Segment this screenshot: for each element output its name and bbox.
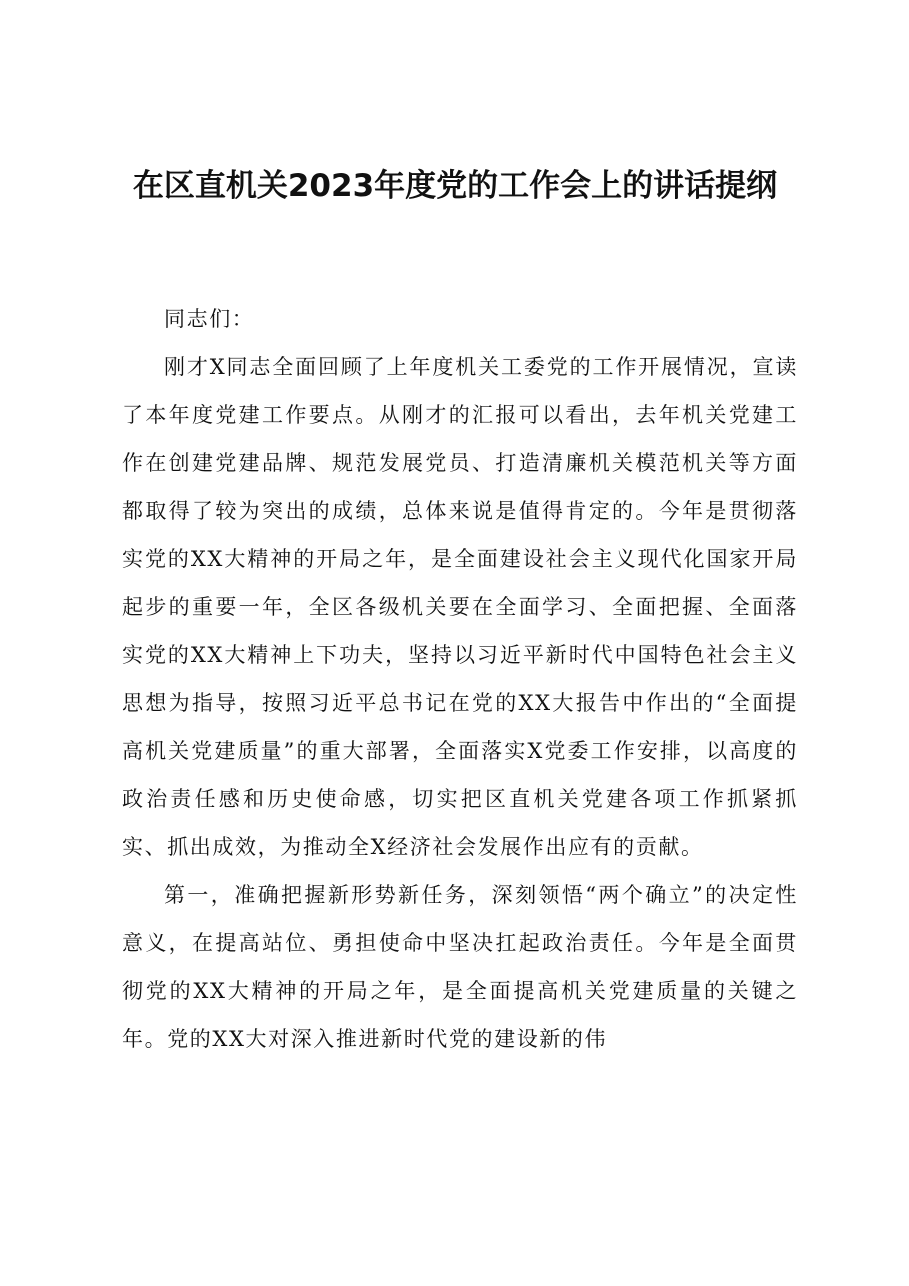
paragraph-2: 第一，准确把握新形势新任务，深刻领悟“两个确立”的决定性意义，在提高站位、勇担使命中坚决扛起政治责任。今年是全面贯彻党的XX大精神的开局之年，是全面提高机关党建质量的关键之年。党的XX大对深入推进新时代党的建设新的伟: [122, 883, 798, 1051]
document-title: 在区直机关2023年度党的工作会上的讲话提纲: [132, 168, 778, 204]
salutation: 同志们：: [164, 307, 255, 331]
paragraph-1: 刚才X同志全面回顾了上年度机关工委党的工作开展情况，宣读了本年度党建工作要点。从刚才的汇报可以看出，去年机关党建工作在创建党建品牌、规范发展党员、打造清廉机关模范机关等方面都取得了较为突出的成绩，总体来说是值得肯定的。今年是贯彻落实党的XX大精神的开局之年，是全面建设社会主义现代化国家开局起步的重要一年，全区各级机关要在全面学习、全面把握、全面落实党的XX大精神上下功夫，坚持以习近平新时代中国特色社会主义思想为指导，按照习近平总书记在党的XX大报告中作出的“全面提高机关党建质量”的重大部署，全面落实X党委工作安排，以高度的政治责任感和历史使命感，切实把区直机关党建各项工作抓紧抓实、抓出成效，为推动全X经济社会发展作出应有的贡献。: [122, 355, 798, 859]
document-body: [122, 295, 798, 1063]
